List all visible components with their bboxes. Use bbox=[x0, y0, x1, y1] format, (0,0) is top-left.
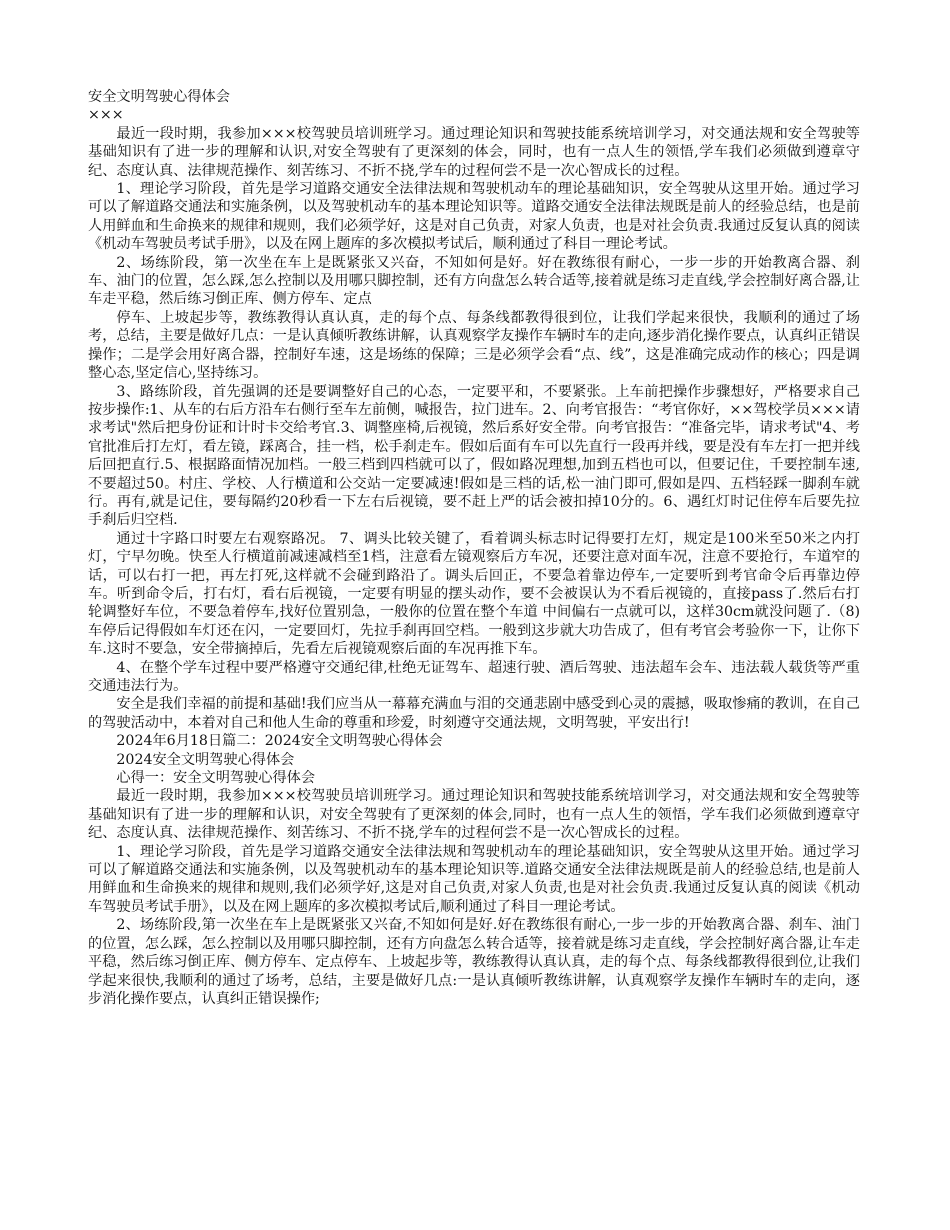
paragraph: 停车、上坡起步等，教练教得认真认真，走的每个点、每条线都教得很到位，让我们学起来很快，我顺利的通过了场考，总结，主要是做好几点：一是认真倾听教练讲解，认真观察学友操作车辆时车的走向,逐步消化操作要点，认真纠正错误操作；二是学会用好离合器，控制好车速，这是场练的保障；三是必须学会看“点、线”，这是准确完成动作的核心；四是调整心态,坚定信心,坚持练习。 bbox=[88, 309, 860, 382]
section-title: 2024安全文明驾驶心得体会 bbox=[116, 751, 295, 768]
paragraph: 安全是我们幸福的前提和基础!我们应当从一幕幕充满血与泪的交通悲剧中感受到心灵的震撼，吸取惨痛的教训，在自己的驾驶活动中，本着对自己和他人生命的尊重和珍爱，时刻遵守交通法规，文明驾驶，平安出行! bbox=[88, 696, 860, 731]
paragraph: 最近一段时期，我参加×××校驾驶员培训班学习。通过理论知识和驾驶技能系统培训学习，对交通法规和安全驾驶等基础知识有了进一步的理解和认识，对安全驾驶有了更深刻的体会,同时，也有一点人生的领悟，学车我们必须做到遵章守纪、态度认真、法律规范操作、刻苦练习、不折不挠,学车的过程何尝不是一次心智成长的过程。 bbox=[88, 788, 860, 842]
paragraph: 4、在整个学车过程中要严格遵守交通纪律,杜绝无证驾车、超速行驶、酒后驾驶、违法超车会车、违法载人载货等严重交通违法行为。 bbox=[88, 659, 860, 694]
date-line: 2024年6月18日篇二：2024安全文明驾驶心得体会 bbox=[116, 733, 443, 750]
document-page bbox=[88, 88, 860, 1008]
paragraph: 3、路练阶段，首先强调的还是要调整好自己的心态，一定要平和，不要紧张。上车前把操作步骤想好，严格要求自己按步操作:1、从车的右后方沿车右侧行至车左前侧，喊报告，拉门进车。2、向考官报告：“考官你好，××驾校学员×××请求考试"然后把身份证和计时卡交给考官.3、调整座椅,后视镜，然后系好安全带。向考官报告：“准备完毕，请求考试"4、考官批准后打左灯，看左镜，踩离合，挂一档，松手刹走车。假如后面有车可以先直行一段再并线，要是没有车左打一把并线后回把直行.5、根据路面情况加档。一般三档到四档就可以了，假如路况理想,加到五档也可以，但要记住，千要控制车速,不要超过50。村庄、学校、人行横道和公交站一定要减速!假如是三档的话,松一油门即可,假如是四、五档轻踩一脚刹车就行。再有,就是记住，要每隔约20秒看一下左右后视镜，要不赶上严的话会被扣掉10分的。6、遇红灯时记住停车后要先拉手刹后归空档. bbox=[88, 383, 860, 529]
document-title: 安全文明驾驶心得体会 bbox=[88, 89, 230, 105]
paragraph: 1、理论学习阶段，首先是学习道路交通安全法律法规和驾驶机动车的理论基础知识，安全驾驶从这里开始。通过学习可以了解道路交通法和实施条例，以及驾驶机动车的基本理论知识等.道路交通安全法律法规既是前人的经验总结,也是前人用鲜血和生命换来的规律和规则,我们必须学好,这是对自己负责,对家人负责,也是对社会负责.我通过反复认真的阅读《机动车驾驶员考试手册》，以及在网上题库的多次模拟考试后,顺利通过了科目一理论考试。 bbox=[88, 843, 860, 915]
paragraph: 通过十字路口时要左右观察路况。 7、调头比较关键了，看着调头标志时记得要打左灯，规定是100米至50米之内打灯，宁早勿晚。快至人行横道前减速减档至1档，注意看左镜观察后方车况，还要注意对面车况，注意不要抢行，车道窄的话，可以右打一把，再左打死,这样就不会碰到路沿了。调头后回正，不要急着靠边停车,一定要听到考官命令后再靠边停车。听到命令后，打右灯，看右后视镜，一定要有明显的摆头动作，要不会被误认为不看后视镜的，直接pass了.然后右打轮调整好车位，不要急着停车,找好位置别急，一般你的位置在整个车道 中间偏右一点就可以，这样30cm就没问题了.（8)车停后记得假如车灯还在闪，一定要回灯，先拉手刹再回空档。一般到这步就大功告成了，但有考官会考验你一下，让你下车.这时不要急，安全带摘掉后，先看左后视镜观察后面的车况再推下车。 bbox=[88, 530, 860, 658]
paragraph: 2、场练阶段,第一次坐在车上是既紧张又兴奋,不知如何是好.好在教练很有耐心,一步一步的开始教离合器、刹车、油门的位置，怎么踩，怎么控制以及用哪只脚控制，还有方向盘怎么转合适等，接着就是练习走直线，学会控制好离合器,让车走平稳，然后练习倒正库、侧方停车、定点停车、上坡起步等，教练教得认真认真，走的每个点、每条线都教得很到位,让我们学起来很快,我顺利的通过了场考，总结，主要是做好几点:一是认真倾听教练讲解，认真观察学友操作车辆时车的走向，逐步消化操作要点，认真纠正错误操作; bbox=[88, 917, 860, 1007]
document-author: ××× bbox=[88, 107, 124, 124]
paragraph: 1、理论学习阶段，首先是学习道路交通安全法律法规和驾驶机动车的理论基础知识，安全驾驶从这里开始。通过学习可以了解道路交通法和实施条例，以及驾驶机动车的基本理论知识等。道路交通安全法律法规既是前人的经验总结，也是前人用鲜血和生命换来的规律和规则，我们必须学好，这是对自己负责，对家人负责，也是对社会负责.我通过反复认真的阅读《机动车驾驶员考试手册》，以及在网上题库的多次模拟考试后，顺利通过了科目一理论考试。 bbox=[88, 181, 860, 253]
paragraph: 最近一段时期，我参加×××校驾驶员培训班学习。通过理论知识和驾驶技能系统培训学习，对交通法规和安全驾驶等基础知识有了进一步的理解和认识,对安全驾驶有了更深刻的体会，同时，也有一点人生的领悟,学车我们必须做到遵章守纪、态度认真、法律规范操作、刻苦练习、不折不挠,学车的过程何尝不是一次心智成长的过程。 bbox=[88, 125, 860, 179]
paragraph: 2、场练阶段，第一次坐在车上是既紧张又兴奋，不知如何是好。好在教练很有耐心，一步一步的开始教离合器、刹车、油门的位置，怎么踩,怎么控制以及用哪只脚控制，还有方向盘怎么转合适等,接着就是练习走直线,学会控制好离合器,让车走平稳，然后练习倒正库、侧方停车、定点 bbox=[88, 254, 860, 308]
section-subtitle: 心得一：安全文明驾驶心得体会 bbox=[116, 770, 316, 787]
